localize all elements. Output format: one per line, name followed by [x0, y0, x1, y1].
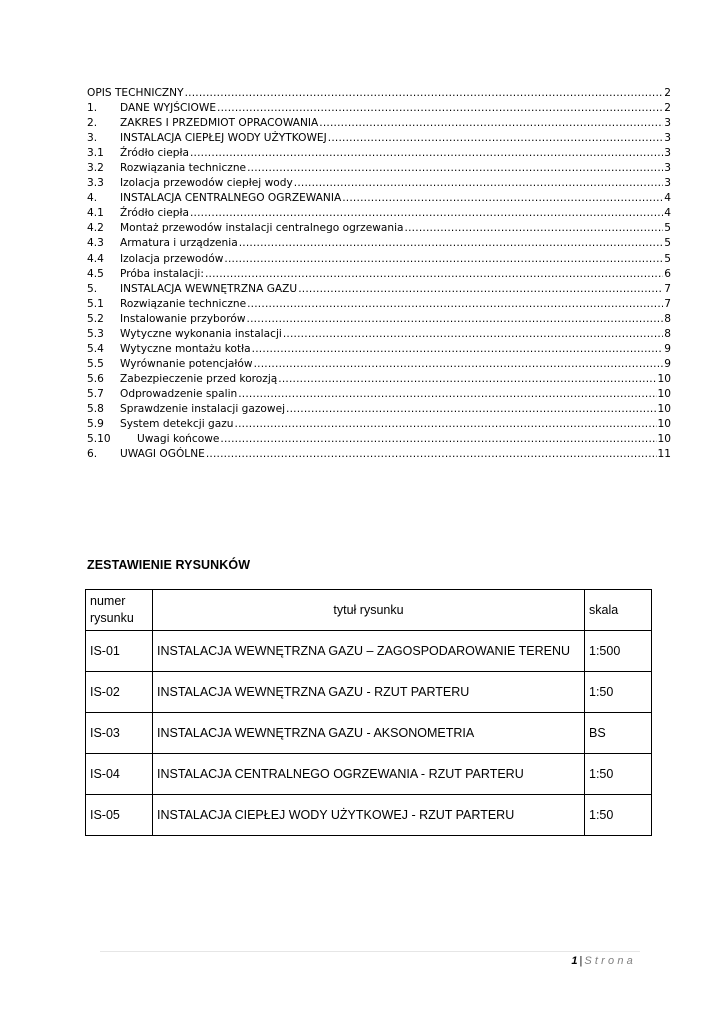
toc-entry[interactable] [87, 206, 671, 221]
toc-entry-number: 4.3 [87, 237, 104, 250]
page-footer [571, 955, 636, 967]
toc-dot-leader [278, 372, 656, 387]
table-row [86, 672, 652, 713]
toc-dot-leader [190, 146, 663, 161]
toc-dot-leader [254, 357, 664, 372]
toc-entry-title: Wyrównanie potencjałów [120, 357, 253, 370]
toc-entry-number: 3. [87, 132, 98, 145]
toc-entry-title: Izolacja przewodów [120, 252, 224, 265]
drawing-scale: BS [585, 713, 652, 754]
toc-entry[interactable] [87, 402, 671, 417]
toc-entry[interactable] [87, 327, 671, 342]
toc-entry-page: 8 [664, 312, 671, 325]
toc-entry[interactable] [87, 297, 671, 312]
drawing-scale: 1:50 [585, 795, 652, 836]
toc-entry[interactable] [87, 86, 671, 101]
drawing-title: INSTALACJA WEWNĘTRZNA GAZU - AKSONOMETRIA [153, 713, 585, 754]
toc-dot-leader [283, 327, 663, 342]
toc-entry-title: Izolacja przewodów ciepłej wody [120, 177, 293, 190]
toc-entry-page: 3 [664, 147, 671, 160]
toc-entry-number: 4.4 [87, 252, 104, 265]
drawing-title: INSTALACJA WEWNĘTRZNA GAZU - RZUT PARTERU [153, 672, 585, 713]
toc-entry-number: 1. [87, 102, 98, 115]
toc-dot-leader [286, 402, 656, 417]
drawing-number: IS-04 [86, 754, 153, 795]
drawing-number: IS-03 [86, 713, 153, 754]
toc-entry[interactable] [87, 101, 671, 116]
toc-dot-leader [185, 86, 664, 101]
toc-dot-leader [405, 221, 664, 236]
toc-entry-number: 2. [87, 117, 98, 130]
toc-entry[interactable] [87, 387, 671, 402]
toc-entry-number: 5.4 [87, 342, 104, 355]
toc-entry-title: System detekcji gazu [120, 418, 234, 431]
toc-entry-number: 5.9 [87, 418, 104, 431]
drawing-title: INSTALACJA CENTRALNEGO OGRZEWANIA - RZUT PARTERU [153, 754, 585, 795]
toc-entry-page: 3 [664, 177, 671, 190]
drawing-title: INSTALACJA WEWNĘTRZNA GAZU – ZAGOSPODAROWANIE TERENU [153, 631, 585, 672]
toc-dot-leader [294, 176, 663, 191]
toc-entry-title: UWAGI OGÓLNE [120, 448, 205, 461]
toc-dot-leader [252, 342, 664, 357]
toc-entry-page: 10 [657, 402, 671, 415]
toc-dot-leader [298, 282, 663, 297]
toc-entry-number: 5.2 [87, 312, 104, 325]
header-number: numer rysunku [86, 590, 153, 631]
toc-entry[interactable] [87, 191, 671, 206]
toc-entry[interactable] [87, 432, 671, 447]
toc-entry-number: 4.2 [87, 222, 104, 235]
toc-entry-title: Odprowadzenie spalin [120, 387, 238, 400]
toc-entry-page: 6 [664, 267, 671, 280]
toc-entry-number: 5.1 [87, 297, 104, 310]
toc-entry-number: 4.1 [87, 207, 104, 220]
toc-entry-title: Zabezpieczenie przed korozją [120, 372, 278, 385]
toc-entry-title: Armatura i urządzenia [120, 237, 238, 250]
toc-entry-title: DANE WYJŚCIOWE [120, 102, 217, 115]
toc-entry-title: Instalowanie przyborów [120, 312, 246, 325]
toc-dot-leader [220, 432, 656, 447]
toc-entry-page: 2 [664, 87, 671, 99]
toc-dot-leader [342, 191, 663, 206]
toc-dot-leader [190, 206, 663, 221]
drawing-number: IS-02 [86, 672, 153, 713]
toc-dot-leader [319, 116, 663, 131]
toc-entry-page: 10 [657, 387, 671, 400]
toc-entry-number: 5.5 [87, 357, 104, 370]
toc-entry-title: ZAKRES I PRZEDMIOT OPRACOWANIA [120, 117, 319, 130]
toc-entry-title: OPIS TECHNICZNY [87, 87, 184, 99]
toc-dot-leader [238, 387, 656, 402]
toc-entry-page: 7 [664, 282, 671, 295]
toc-dot-leader [247, 161, 663, 176]
toc-entry-number: 5.8 [87, 402, 104, 415]
toc-entry[interactable] [87, 357, 671, 372]
toc-entry-title: Rozwiązania techniczne [120, 162, 247, 175]
drawings-heading: ZESTAWIENIE RYSUNKÓW [87, 558, 251, 572]
toc-entry-page: 3 [664, 162, 671, 175]
toc-entry-title: Montaż przewodów instalacji centralnego ogrzewania [120, 222, 404, 235]
toc-entry-page: 11 [657, 448, 671, 461]
toc-entry[interactable] [87, 312, 671, 327]
toc-entry-number: 3.2 [87, 162, 104, 175]
table-of-contents [87, 86, 671, 462]
toc-entry-page: 7 [664, 297, 671, 310]
toc-entry-number: 3.1 [87, 147, 104, 160]
toc-dot-leader [224, 252, 663, 267]
table-row [86, 713, 652, 754]
toc-dot-leader [235, 417, 657, 432]
toc-entry-title: Wytyczne wykonania instalacji [120, 327, 282, 340]
toc-entry[interactable] [87, 131, 671, 146]
toc-entry[interactable] [87, 417, 671, 432]
toc-entry[interactable] [87, 252, 671, 267]
toc-entry-number: 6. [87, 448, 98, 461]
toc-entry-page: 4 [664, 192, 671, 205]
toc-entry-number: 5.3 [87, 327, 104, 340]
toc-dot-leader [217, 101, 663, 116]
toc-entry-title: Próba instalacji: [120, 267, 204, 280]
toc-entry-page: 5 [664, 222, 671, 235]
toc-entry-number: 5.7 [87, 387, 104, 400]
toc-entry-title: INSTALACJA CIEPŁEJ WODY UŻYTKOWEJ [120, 132, 327, 145]
toc-entry-number: 4.5 [87, 267, 104, 280]
table-header-row [86, 590, 652, 631]
toc-dot-leader [247, 297, 663, 312]
toc-entry[interactable] [87, 372, 671, 387]
toc-entry-page: 10 [657, 372, 671, 385]
toc-entry-page: 10 [657, 418, 671, 431]
toc-entry-title: Uwagi końcowe [137, 433, 220, 446]
toc-entry-page: 2 [664, 102, 671, 115]
toc-dot-leader [328, 131, 664, 146]
toc-entry-page: 3 [664, 117, 671, 130]
header-title: tytuł rysunku [153, 590, 585, 631]
toc-entry-title: INSTALACJA WEWNĘTRZNA GAZU [120, 282, 298, 295]
toc-entry-number: 5.10 [87, 433, 111, 446]
table-row [86, 754, 652, 795]
toc-entry-title: Wytyczne montażu kotła [120, 342, 251, 355]
toc-dot-leader [239, 236, 664, 251]
toc-entry-page: 5 [664, 252, 671, 265]
table-row [86, 795, 652, 836]
drawing-scale: 1:50 [585, 754, 652, 795]
drawing-number: IS-01 [86, 631, 153, 672]
toc-entry[interactable] [87, 267, 671, 282]
footer-divider [100, 951, 640, 952]
toc-entry[interactable] [87, 116, 671, 131]
toc-entry[interactable] [87, 342, 671, 357]
page-number: 1 [571, 955, 578, 967]
toc-entry-title: Sprawdzenie instalacji gazowej [120, 402, 286, 415]
toc-entry-title: Źródło ciepła [120, 207, 189, 220]
drawings-table [85, 589, 652, 836]
toc-entry-title: Źródło ciepła [120, 147, 189, 160]
toc-entry-page: 8 [664, 327, 671, 340]
toc-entry-page: 9 [664, 342, 671, 355]
header-scale: skala [585, 590, 652, 631]
toc-entry[interactable] [87, 236, 671, 251]
toc-entry[interactable] [87, 447, 671, 462]
toc-dot-leader [247, 312, 664, 327]
toc-entry-number: 5. [87, 282, 98, 295]
toc-entry-title: INSTALACJA CENTRALNEGO OGRZEWANIA [120, 192, 342, 205]
footer-page-word: Strona [584, 955, 636, 967]
drawing-scale: 1:500 [585, 631, 652, 672]
toc-entry-page: 5 [664, 237, 671, 250]
toc-entry[interactable] [87, 176, 671, 191]
drawing-number: IS-05 [86, 795, 153, 836]
table-row [86, 631, 652, 672]
toc-entry-page: 3 [664, 132, 671, 145]
toc-entry[interactable] [87, 221, 671, 236]
toc-entry-number: 4. [87, 192, 98, 205]
toc-entry[interactable] [87, 146, 671, 161]
toc-dot-leader [205, 267, 663, 282]
toc-entry[interactable] [87, 161, 671, 176]
toc-entry-page: 4 [664, 207, 671, 220]
footer-separator: | [579, 955, 583, 967]
toc-entry-number: 5.6 [87, 372, 104, 385]
toc-entry-number: 3.3 [87, 177, 104, 190]
drawing-title: INSTALACJA CIEPŁEJ WODY UŻYTKOWEJ - RZUT PARTERU [153, 795, 585, 836]
drawing-scale: 1:50 [585, 672, 652, 713]
toc-entry[interactable] [87, 282, 671, 297]
toc-entry-page: 9 [664, 357, 671, 370]
toc-entry-page: 10 [657, 433, 671, 446]
toc-dot-leader [206, 447, 657, 462]
toc-entry-title: Rozwiązanie techniczne [120, 297, 247, 310]
